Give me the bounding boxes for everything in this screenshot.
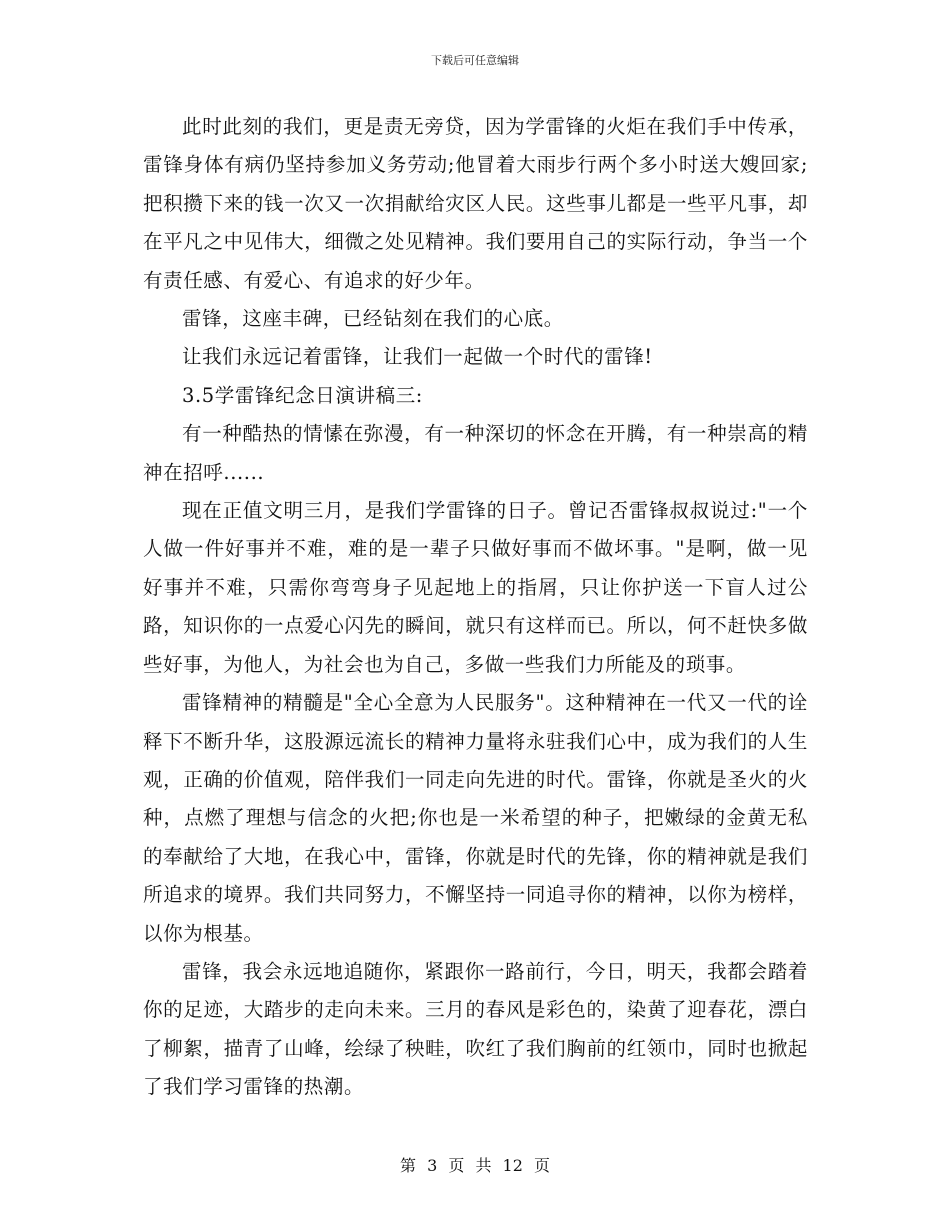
paragraph-3: 让我们永远记着雷锋，让我们一起做一个时代的雷锋! bbox=[182, 345, 653, 369]
document-body bbox=[143, 108, 808, 1107]
page-number-footer: 第 3 页 共 12 页 bbox=[400, 1156, 550, 1175]
paragraph-2: 雷锋，这座丰碑，已经钻刻在我们的心底。 bbox=[182, 307, 564, 331]
paragraph-5: 有一种酷热的情愫在弥漫，有一种深切的怀念在开腾，有一种崇高的精神在招呼...... bbox=[143, 422, 808, 484]
paragraph-6: 现在正值文明三月，是我们学雷锋的日子。曾记否雷锋叔叔说过:"一个人做一件好事并不难，难的是一辈子只做好事而不做坏事。"是啊，做一见好事并不难，只需你弯弯身子见起地上的指屑，只让你护送一下盲人过公路，知识你的一点爱心闪先的瞬间，就只有这样而已。所以，何不赶快多做些好事，为他人，为社会也为自己，多做一些我们力所能及的琐事。 bbox=[143, 499, 808, 676]
paragraph-8: 雷锋，我会永远地追随你，紧跟你一路前行，今日，明天，我都会踏着你的足迹，大踏步的走向未来。三月的春风是彩色的，染黄了迎春花，漂白了柳絮，描青了山峰，绘绿了秧畦，吹红了我们胸前的红领巾，同时也掀起了我们学习雷锋的热潮。 bbox=[143, 959, 808, 1099]
page-header-note: 下载后可任意编辑 bbox=[431, 54, 519, 67]
section-heading: 3.5学雷锋纪念日演讲稿三: bbox=[182, 383, 423, 407]
paragraph-7: 雷锋精神的精髓是"全心全意为人民服务"。这种精神在一代又一代的诠释下不断升华，这股源远流长的精神力量将永驻我们心中，成为我们的人生观，正确的价值观，陪伴我们一同走向先进的时代。雷锋，你就是圣火的火种，点燃了理想与信念的火把;你也是一米希望的种子，把嫩绿的金黄无私的奉献给了大地，在我心中，雷锋，你就是时代的先锋，你的精神就是我们所追求的境界。我们共同努力，不懈坚持一同追寻你的精神，以你为榜样，以你为根基。 bbox=[143, 691, 808, 945]
paragraph-1: 此时此刻的我们，更是责无旁贷，因为学雷锋的火炬在我们手中传承，雷锋身体有病仍坚持参加义务劳动;他冒着大雨步行两个多小时送大嫂回家;把积攒下来的钱一次又一次捐献给灾区人民。这些事儿都是一些平凡事，却在平凡之中见伟大，细微之处见精神。我们要用自己的实际行动，争当一个有责任感、有爱心、有追求的好少年。 bbox=[143, 115, 808, 292]
